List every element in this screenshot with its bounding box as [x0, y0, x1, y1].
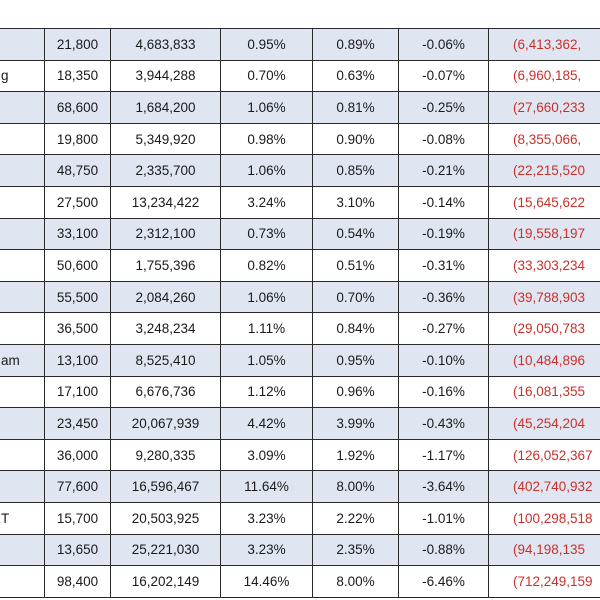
row-name-cell [0, 186, 45, 218]
col3-cell: 1.11% [221, 313, 313, 345]
col2-cell: 6,676,736 [111, 376, 221, 408]
table-row [0, 376, 600, 408]
col3-cell: 11.64% [221, 471, 313, 503]
col6-cell: (39,788,903 [489, 281, 600, 313]
col3-cell: 0.95% [221, 29, 313, 61]
col4-cell: 8.00% [313, 566, 399, 598]
col1-cell: 13,100 [45, 344, 111, 376]
col1-cell: 21,800 [45, 29, 111, 61]
col2-cell: 4,683,833 [111, 29, 221, 61]
col1-cell: 33,100 [45, 218, 111, 250]
top-margin [0, 0, 600, 28]
col6-cell: (712,249,159 [489, 566, 600, 598]
col6-cell: (402,740,932 [489, 471, 600, 503]
col3-cell: 4.42% [221, 408, 313, 440]
col5-cell: -0.08% [399, 123, 489, 155]
row-name-cell [0, 29, 45, 61]
col5-cell: -6.46% [399, 566, 489, 598]
row-name-cell [0, 218, 45, 250]
col1-cell: 50,600 [45, 250, 111, 282]
col2-cell: 2,335,700 [111, 155, 221, 187]
table-row [0, 566, 600, 598]
col6-cell: (33,303,234 [489, 250, 600, 282]
col4-cell: 0.90% [313, 123, 399, 155]
col4-cell: 0.54% [313, 218, 399, 250]
col5-cell: -0.27% [399, 313, 489, 345]
col3-cell: 14.46% [221, 566, 313, 598]
table-row [0, 186, 600, 218]
row-name-cell [0, 92, 45, 124]
col6-cell: (6,960,185, [489, 60, 600, 92]
table-row [0, 250, 600, 282]
col4-cell: 0.63% [313, 60, 399, 92]
col4-cell: 0.70% [313, 281, 399, 313]
col3-cell: 3.09% [221, 439, 313, 471]
col4-cell: 0.81% [313, 92, 399, 124]
col6-cell: (22,215,520 [489, 155, 600, 187]
col3-cell: 1.12% [221, 376, 313, 408]
col4-cell: 8.00% [313, 471, 399, 503]
col3-cell: 3.23% [221, 534, 313, 566]
table-row [0, 155, 600, 187]
col1-cell: 36,000 [45, 439, 111, 471]
col4-cell: 2.35% [313, 534, 399, 566]
col1-cell: 55,500 [45, 281, 111, 313]
col1-cell: 77,600 [45, 471, 111, 503]
financial-table [0, 28, 600, 598]
col5-cell: -0.36% [399, 281, 489, 313]
col4-cell: 3.10% [313, 186, 399, 218]
col5-cell: -0.07% [399, 60, 489, 92]
col6-cell: (15,645,622 [489, 186, 600, 218]
table-row [0, 439, 600, 471]
col1-cell: 48,750 [45, 155, 111, 187]
col6-cell: (29,050,783 [489, 313, 600, 345]
col2-cell: 13,234,422 [111, 186, 221, 218]
col4-cell: 3.99% [313, 408, 399, 440]
table-body [0, 29, 600, 598]
row-name-cell [0, 534, 45, 566]
col4-cell: 0.85% [313, 155, 399, 187]
col5-cell: -0.31% [399, 250, 489, 282]
col3-cell: 1.05% [221, 344, 313, 376]
row-name-cell: g [0, 60, 45, 92]
col2-cell: 1,755,396 [111, 250, 221, 282]
table-row [0, 123, 600, 155]
col6-cell: (27,660,233 [489, 92, 600, 124]
col4-cell: 0.96% [313, 376, 399, 408]
col1-cell: 19,800 [45, 123, 111, 155]
row-name-cell [0, 471, 45, 503]
col4-cell: 2.22% [313, 502, 399, 534]
col6-cell: (19,558,197 [489, 218, 600, 250]
row-name-cell: T [0, 502, 45, 534]
table-row [0, 344, 600, 376]
col6-cell: (10,484,896 [489, 344, 600, 376]
col2-cell: 2,084,260 [111, 281, 221, 313]
table-row [0, 92, 600, 124]
col6-cell: (6,413,362, [489, 29, 600, 61]
row-name-cell [0, 439, 45, 471]
col2-cell: 20,067,939 [111, 408, 221, 440]
row-name-cell: am [0, 344, 45, 376]
col2-cell: 20,503,925 [111, 502, 221, 534]
col3-cell: 3.24% [221, 186, 313, 218]
col1-cell: 36,500 [45, 313, 111, 345]
col1-cell: 98,400 [45, 566, 111, 598]
table-row [0, 534, 600, 566]
col2-cell: 9,280,335 [111, 439, 221, 471]
col2-cell: 25,221,030 [111, 534, 221, 566]
table-row [0, 502, 600, 534]
table-row [0, 60, 600, 92]
col4-cell: 0.84% [313, 313, 399, 345]
col5-cell: -0.88% [399, 534, 489, 566]
col5-cell: -0.19% [399, 218, 489, 250]
col5-cell: -0.14% [399, 186, 489, 218]
col3-cell: 0.82% [221, 250, 313, 282]
col5-cell: -0.10% [399, 344, 489, 376]
col2-cell: 2,312,100 [111, 218, 221, 250]
col1-cell: 13,650 [45, 534, 111, 566]
col5-cell: -0.06% [399, 29, 489, 61]
table-row [0, 281, 600, 313]
col3-cell: 0.98% [221, 123, 313, 155]
col3-cell: 0.70% [221, 60, 313, 92]
table-row [0, 313, 600, 345]
col1-cell: 17,100 [45, 376, 111, 408]
col6-cell: (94,198,135 [489, 534, 600, 566]
col1-cell: 68,600 [45, 92, 111, 124]
col2-cell: 1,684,200 [111, 92, 221, 124]
col2-cell: 16,202,149 [111, 566, 221, 598]
col2-cell: 8,525,410 [111, 344, 221, 376]
col1-cell: 18,350 [45, 60, 111, 92]
col3-cell: 0.73% [221, 218, 313, 250]
col3-cell: 3.23% [221, 502, 313, 534]
col5-cell: -3.64% [399, 471, 489, 503]
col5-cell: -0.21% [399, 155, 489, 187]
col5-cell: -0.16% [399, 376, 489, 408]
col2-cell: 3,248,234 [111, 313, 221, 345]
col1-cell: 23,450 [45, 408, 111, 440]
col4-cell: 0.95% [313, 344, 399, 376]
col6-cell: (45,254,204 [489, 408, 600, 440]
row-name-cell [0, 566, 45, 598]
row-name-cell [0, 408, 45, 440]
row-name-cell [0, 250, 45, 282]
col5-cell: -1.01% [399, 502, 489, 534]
row-name-cell [0, 123, 45, 155]
col2-cell: 5,349,920 [111, 123, 221, 155]
row-name-cell [0, 281, 45, 313]
col3-cell: 1.06% [221, 155, 313, 187]
col5-cell: -1.17% [399, 439, 489, 471]
col1-cell: 27,500 [45, 186, 111, 218]
col4-cell: 1.92% [313, 439, 399, 471]
col6-cell: (100,298,518 [489, 502, 600, 534]
row-name-cell [0, 155, 45, 187]
table-row [0, 471, 600, 503]
table-row [0, 29, 600, 61]
col2-cell: 16,596,467 [111, 471, 221, 503]
col5-cell: -0.43% [399, 408, 489, 440]
col3-cell: 1.06% [221, 92, 313, 124]
table-row [0, 408, 600, 440]
col2-cell: 3,944,288 [111, 60, 221, 92]
table-row [0, 218, 600, 250]
row-name-cell [0, 313, 45, 345]
col4-cell: 0.51% [313, 250, 399, 282]
col6-cell: (8,355,066, [489, 123, 600, 155]
col6-cell: (16,081,355 [489, 376, 600, 408]
col1-cell: 15,700 [45, 502, 111, 534]
col6-cell: (126,052,367 [489, 439, 600, 471]
col5-cell: -0.25% [399, 92, 489, 124]
col3-cell: 1.06% [221, 281, 313, 313]
row-name-cell [0, 376, 45, 408]
col4-cell: 0.89% [313, 29, 399, 61]
